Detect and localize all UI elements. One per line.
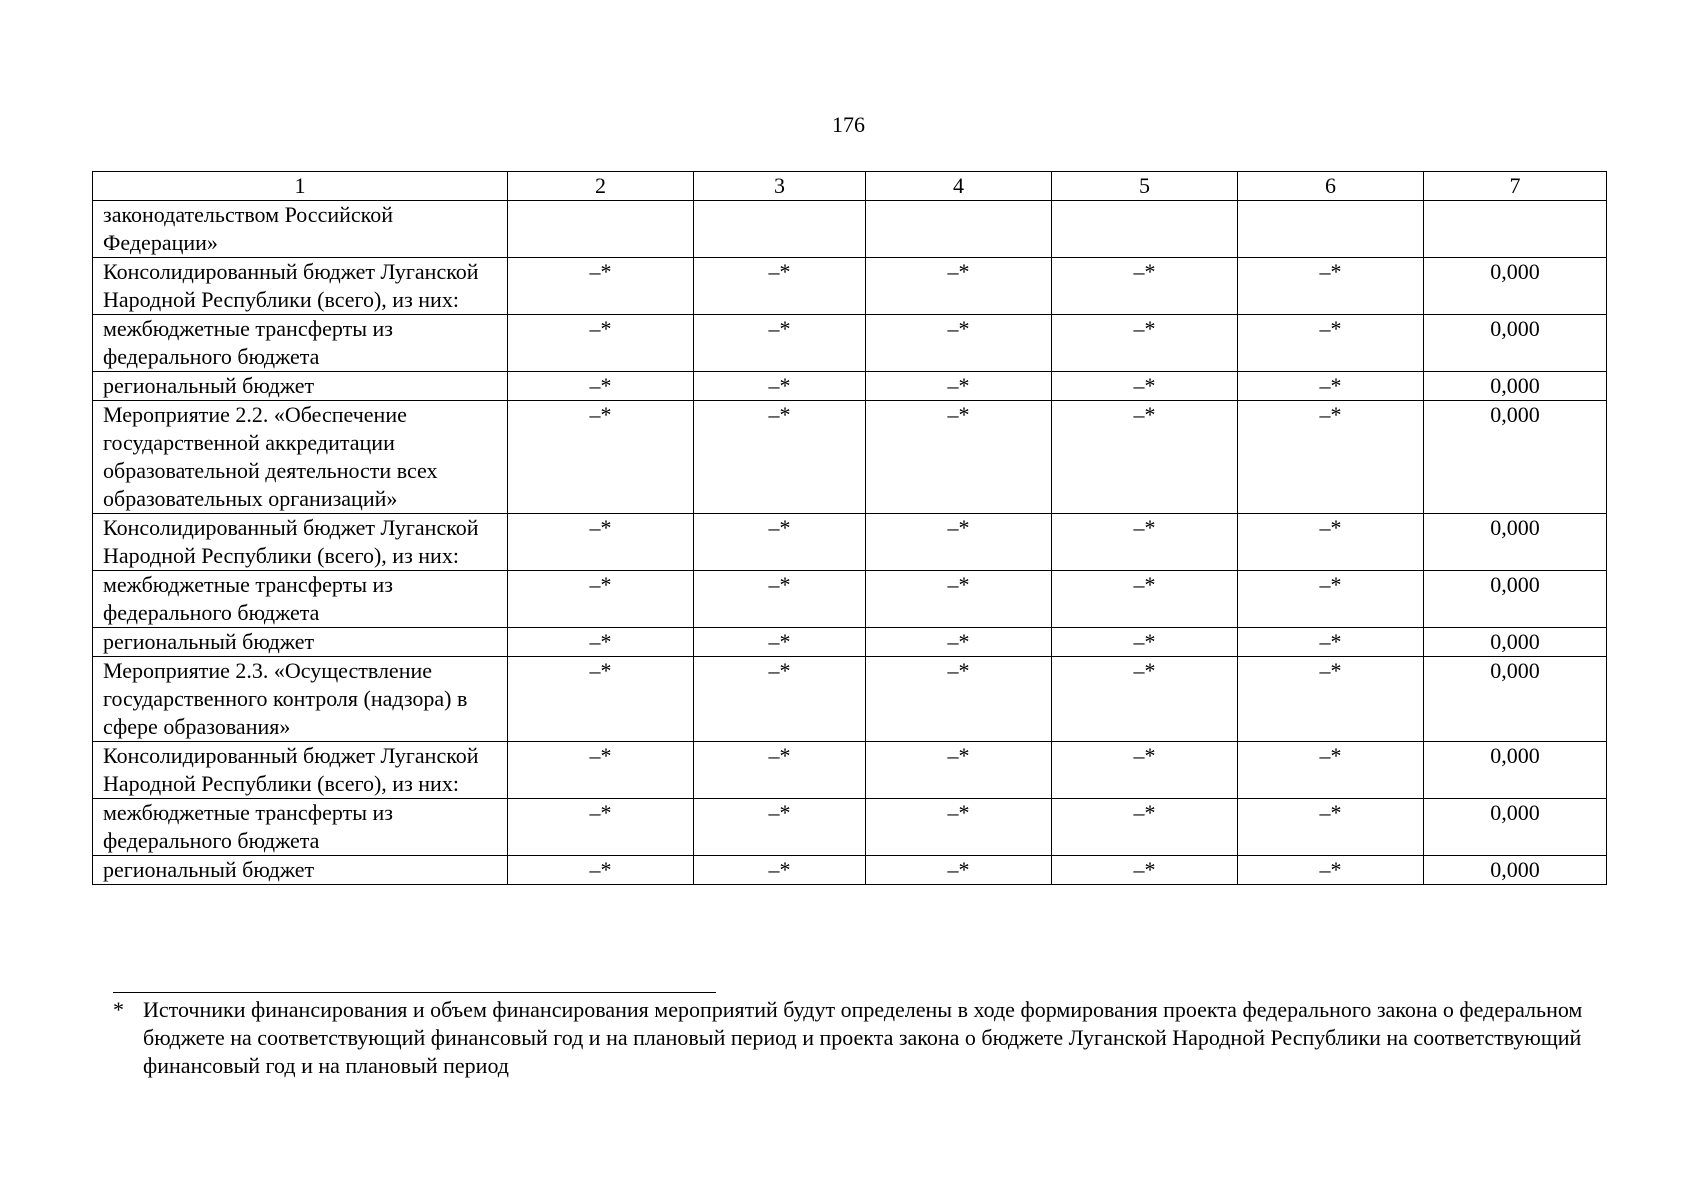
- table-cell: –*: [866, 742, 1052, 799]
- table-cell: –*: [1238, 401, 1424, 514]
- table-cell: –*: [866, 856, 1052, 885]
- table-cell: 0,000: [1424, 628, 1607, 657]
- row-label: межбюджетные трансферты из федерального бюджета: [93, 315, 508, 372]
- table-cell: 0,000: [1424, 571, 1607, 628]
- table-cell: –*: [1052, 401, 1238, 514]
- row-label: Консолидированный бюджет Луганской Народной Республики (всего), из них:: [93, 742, 508, 799]
- table-cell: –*: [1238, 799, 1424, 856]
- table-cell: –*: [1052, 372, 1238, 401]
- table-cell: –*: [866, 571, 1052, 628]
- table-cell: –*: [1238, 628, 1424, 657]
- table-cell: –*: [694, 856, 866, 885]
- table-cell: –*: [508, 401, 694, 514]
- table-cell: –*: [508, 372, 694, 401]
- table-cell: –*: [866, 401, 1052, 514]
- footnote-mark: *: [113, 997, 124, 1022]
- table-row: [93, 571, 1607, 628]
- table-cell: 0,000: [1424, 856, 1607, 885]
- column-header: 5: [1052, 172, 1238, 201]
- row-label: законодательством Российской Федерации»: [93, 201, 508, 258]
- table-cell: –*: [1238, 258, 1424, 315]
- table-cell: 0,000: [1424, 315, 1607, 372]
- row-label: региональный бюджет: [93, 372, 508, 401]
- table-cell: –*: [1052, 628, 1238, 657]
- table-row: [93, 514, 1607, 571]
- row-label: Мероприятие 2.2. «Обеспечение государственной аккредитации образовательной деятельности всех образовательных организаций»: [93, 401, 508, 514]
- column-header: 2: [508, 172, 694, 201]
- table-cell: –*: [694, 628, 866, 657]
- table-cell: –*: [508, 571, 694, 628]
- row-label: Консолидированный бюджет Луганской Народной Республики (всего), из них:: [93, 514, 508, 571]
- column-header: 6: [1238, 172, 1424, 201]
- row-label: межбюджетные трансферты из федерального бюджета: [93, 799, 508, 856]
- table-cell: –*: [508, 628, 694, 657]
- table-cell: –*: [694, 372, 866, 401]
- table-cell: –*: [694, 258, 866, 315]
- table-cell: –*: [694, 799, 866, 856]
- table-row: [93, 657, 1607, 742]
- table-row: [93, 742, 1607, 799]
- table-cell: –*: [508, 742, 694, 799]
- table-cell: –*: [508, 514, 694, 571]
- row-label: региональный бюджет: [93, 628, 508, 657]
- table-cell: –*: [1052, 799, 1238, 856]
- table-cell: –*: [1052, 514, 1238, 571]
- table-cell: [694, 201, 866, 258]
- table-cell: –*: [1238, 315, 1424, 372]
- table-cell: –*: [1238, 742, 1424, 799]
- table-cell: –*: [1052, 742, 1238, 799]
- table-cell: –*: [866, 628, 1052, 657]
- table-cell: –*: [1238, 372, 1424, 401]
- table-cell: –*: [508, 657, 694, 742]
- table-row: [93, 201, 1607, 258]
- table-cell: [1424, 201, 1607, 258]
- table-row: [93, 401, 1607, 514]
- table-cell: –*: [1238, 657, 1424, 742]
- column-header: 1: [93, 172, 508, 201]
- table-cell: [508, 201, 694, 258]
- table-cell: –*: [866, 514, 1052, 571]
- table-cell: –*: [694, 401, 866, 514]
- table-cell: –*: [508, 258, 694, 315]
- row-label: Консолидированный бюджет Луганской Народной Республики (всего), из них:: [93, 258, 508, 315]
- column-header: 3: [694, 172, 866, 201]
- table-cell: –*: [1052, 856, 1238, 885]
- table-cell: –*: [694, 514, 866, 571]
- table-cell: –*: [1052, 657, 1238, 742]
- footnote-divider: [113, 992, 716, 993]
- budget-table: [92, 171, 1607, 885]
- table-cell: [866, 201, 1052, 258]
- table-cell: –*: [1238, 856, 1424, 885]
- table-cell: –*: [866, 315, 1052, 372]
- table-cell: 0,000: [1424, 401, 1607, 514]
- table-cell: –*: [1052, 571, 1238, 628]
- page-number: 176: [832, 112, 865, 137]
- table-row: [93, 628, 1607, 657]
- column-header: 4: [866, 172, 1052, 201]
- table-cell: 0,000: [1424, 372, 1607, 401]
- table-cell: –*: [508, 315, 694, 372]
- footnote: [113, 996, 1593, 1080]
- table-cell: –*: [1238, 571, 1424, 628]
- table-row: [93, 799, 1607, 856]
- column-header: 7: [1424, 172, 1607, 201]
- table-cell: –*: [694, 315, 866, 372]
- table-cell: –*: [508, 856, 694, 885]
- table-row: [93, 258, 1607, 315]
- table-row: [93, 372, 1607, 401]
- table-cell: 0,000: [1424, 258, 1607, 315]
- table-cell: –*: [1052, 258, 1238, 315]
- table-cell: 0,000: [1424, 657, 1607, 742]
- footnote-text: Источники финансирования и объем финансирования мероприятий будут определены в ходе формирования проекта федерального закона о федеральном бюджете на соответствующий финансовый год и на плановый период и проекта закона о бюджете Луганской Народной Республики на соответствующий финансовый год и на плановый период: [143, 997, 1583, 1078]
- table-row: [93, 856, 1607, 885]
- table-cell: –*: [1052, 315, 1238, 372]
- table-cell: –*: [508, 799, 694, 856]
- table-cell: –*: [866, 799, 1052, 856]
- table-cell: [1238, 201, 1424, 258]
- table-cell: –*: [866, 372, 1052, 401]
- table-cell: –*: [694, 657, 866, 742]
- row-label: региональный бюджет: [93, 856, 508, 885]
- header-row: [93, 172, 1607, 201]
- row-label: Мероприятие 2.3. «Осуществление государственного контроля (надзора) в сфере образования»: [93, 657, 508, 742]
- row-label: межбюджетные трансферты из федерального бюджета: [93, 571, 508, 628]
- table-cell: –*: [866, 657, 1052, 742]
- table-cell: 0,000: [1424, 514, 1607, 571]
- table-cell: –*: [1238, 514, 1424, 571]
- table-cell: [1052, 201, 1238, 258]
- table-row: [93, 315, 1607, 372]
- table-cell: –*: [694, 742, 866, 799]
- table-cell: –*: [694, 571, 866, 628]
- table-cell: –*: [866, 258, 1052, 315]
- table-cell: 0,000: [1424, 799, 1607, 856]
- table-cell: 0,000: [1424, 742, 1607, 799]
